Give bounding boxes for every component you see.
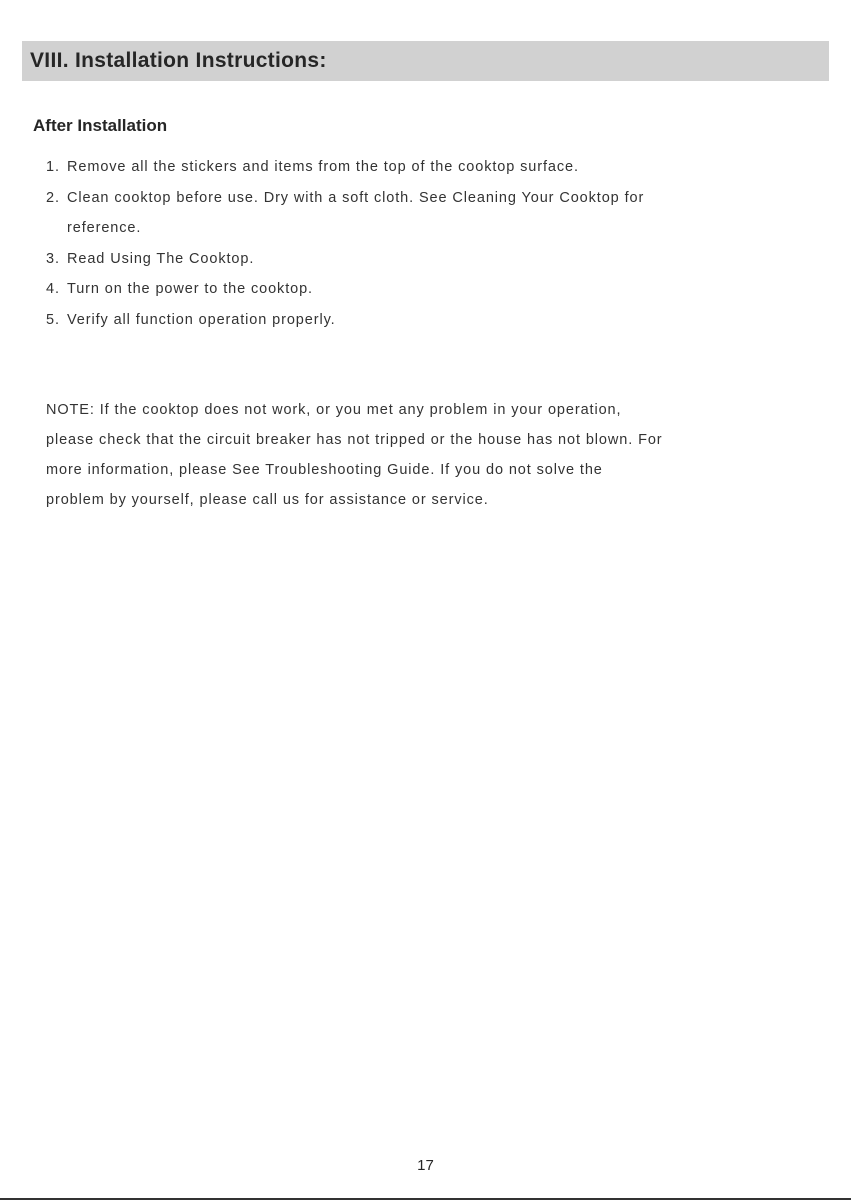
bottom-divider	[0, 1198, 851, 1200]
installation-steps-list	[46, 152, 666, 335]
step-number: 4.	[46, 281, 60, 297]
page-number: 17	[417, 1157, 434, 1174]
step-number: 1.	[46, 159, 60, 175]
step-text: Clean cooktop before use. Dry with a soft cloth. See Cleaning Your Cooktop for reference.	[67, 189, 645, 236]
section-header-bar	[22, 41, 829, 81]
step-text: Read Using The Cooktop.	[67, 250, 255, 267]
step-item	[46, 183, 666, 244]
step-item	[46, 274, 666, 305]
step-item	[46, 244, 666, 275]
subheading-after-installation: After Installation	[33, 116, 168, 135]
step-number: 5.	[46, 311, 60, 328]
step-text: Verify all function operation properly.	[67, 311, 336, 328]
step-number: 2.	[46, 189, 60, 206]
step-item	[46, 305, 666, 336]
step-item	[46, 152, 666, 183]
step-number: 3.	[46, 250, 60, 267]
page-title: VIII. Installation Instructions:	[30, 49, 327, 72]
note-paragraph: NOTE: If the cooktop does not work, or you met any problem in your operation, please check that the circuit breaker has not tripped or the house has not blown. For more information, please See Troubleshooting Guide. If you do not solve the problem by yourself, please call us for assistance or service.	[46, 402, 663, 508]
step-text: Turn on the power to the cooktop.	[67, 281, 313, 297]
step-text: Remove all the stickers and items from the top of the cooktop surface.	[67, 159, 579, 175]
